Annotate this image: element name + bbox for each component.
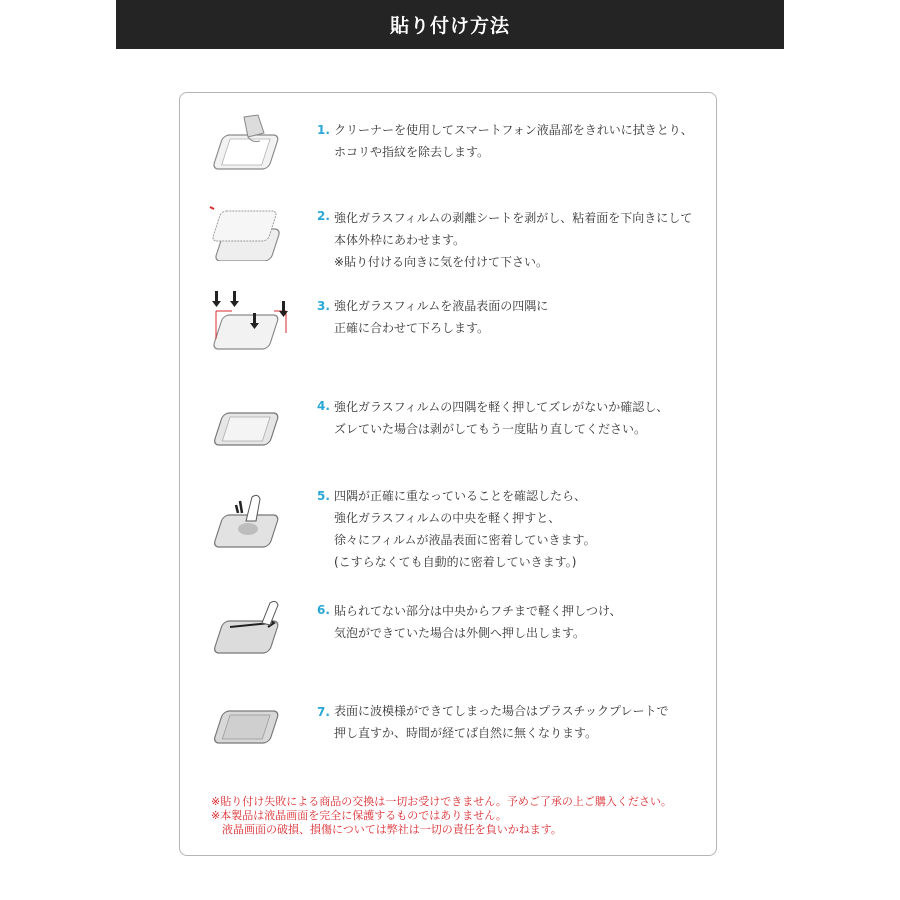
step-number: 3. [317,299,330,313]
step-line: 本体外枠にあわせます。 [334,233,466,247]
step-text [334,207,692,273]
step-text [334,119,693,163]
step-line: ホコリや指紋を除去します。 [334,145,490,159]
caution-notes [211,795,672,837]
film-align-icon [208,197,292,261]
step-line: 徐々にフィルムが液晶表面に密着していきます。 [334,533,596,547]
step-line: (こすらなくても自動的に密着していきます。) [334,555,577,569]
step-number: 6. [317,603,330,617]
page-title: 貼り付け方法 [389,15,510,37]
step-number: 7. [317,705,330,719]
step-text [334,600,622,644]
step-text [334,295,548,339]
step-number: 4. [317,399,330,413]
step-text [334,396,668,440]
step-number: 1. [317,123,330,137]
caution-line: 液晶画面の破損、損傷については弊社は一切の責任を負いかねます。 [211,823,562,836]
caution-line: ※貼り付け失敗による商品の交換は一切お受けできません。予めご了承の上ご購入ください。 [211,795,672,808]
step-line: 気泡ができていた場合は外側へ押し出します。 [334,626,586,640]
step-line: 正確に合わせて下ろします。 [334,321,490,335]
step-line: クリーナーを使用してスマートフォン液晶部をきれいに拭きとり、 [334,123,693,137]
step-line: ズレていた場合は剥がしてもう一度貼り直してください。 [334,422,647,436]
step-text [334,700,669,744]
step-line: ※貼り付ける向きに気を付けて下さい。 [334,255,549,269]
step-line: 押し直すか、時間が経てば自然に無くなります。 [334,726,598,740]
step-number: 2. [317,209,330,223]
phone-wipe-icon [208,113,292,177]
step-line: 強化ガラスフィルムの剥離シートを剥がし、粘着面を下向きにして [334,211,693,225]
instructions-card [179,92,717,856]
corner-arrows-icon [208,289,292,353]
step-text [334,485,596,573]
page-header [116,0,784,49]
step-line: 表面に波模様ができてしまった場合はプラスチックプレートで [334,704,669,718]
caution-line: ※本製品は液晶画面を完全に保護するものではありません。 [211,809,507,822]
phone-check-icon [208,391,292,455]
finger-swipe-icon [208,597,292,661]
step-line: 強化ガラスフィルムを液晶表面の四隅に [334,299,549,313]
step-line: 強化ガラスフィルムの四隅を軽く押してズレがないか確認し、 [334,400,669,414]
step-line: 強化ガラスフィルムの中央を軽く押すと、 [334,511,561,525]
step-line: 四隅が正確に重なっていることを確認したら、 [334,489,587,503]
step-line: 貼られてない部分は中央からフチまで軽く押しつけ、 [334,604,622,618]
finger-press-icon [208,491,292,555]
phone-icon [208,691,292,755]
step-number: 5. [317,489,330,503]
